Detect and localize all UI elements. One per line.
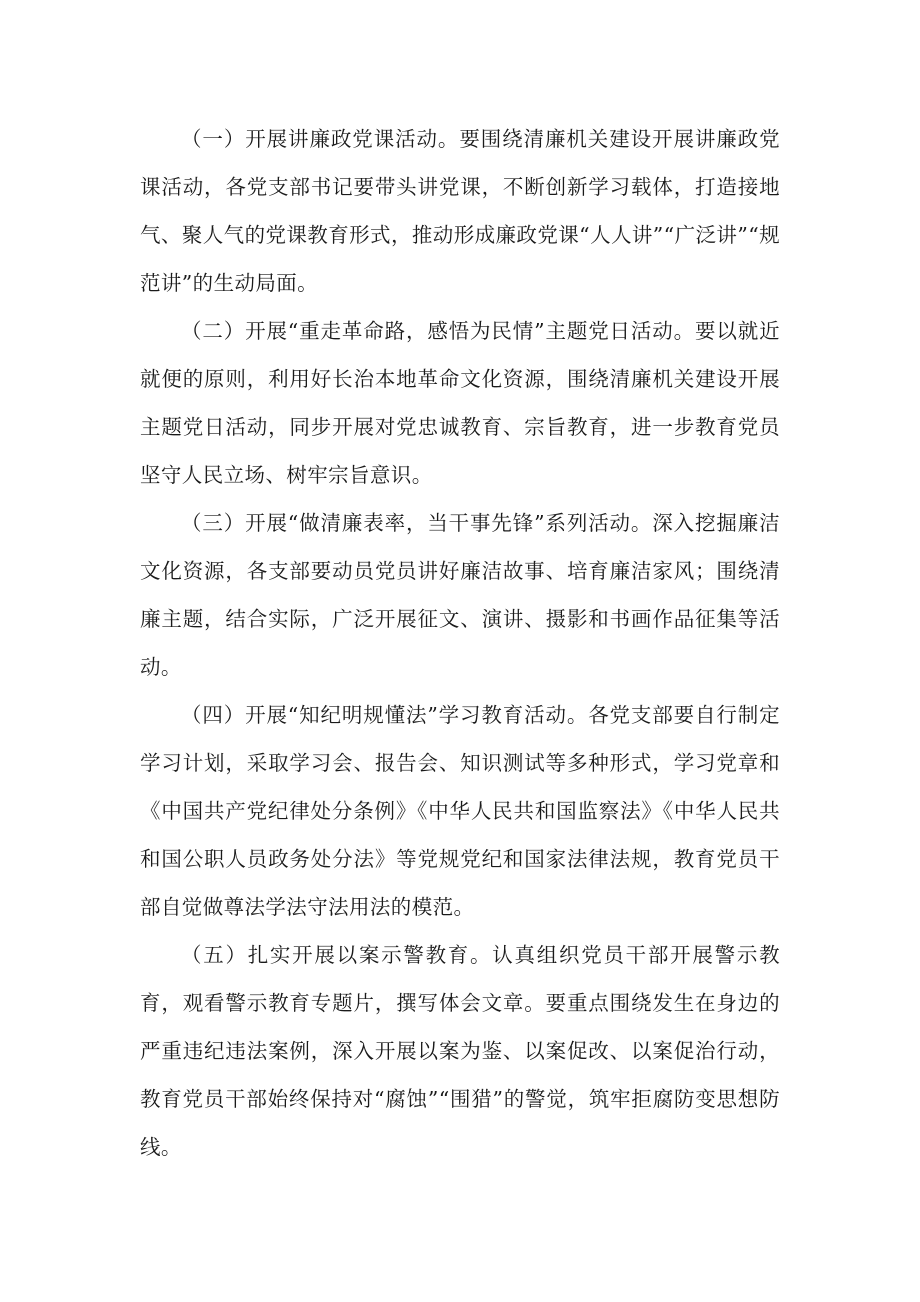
paragraph-lecture-activity: （一）开展讲廉政党课活动。要围绕清廉机关建设开展讲廉政党课活动，各党支部书记要带头讲党课，不断创新学习载体，打造接地气、聚人气的党课教育形式，推动形成廉政党课“人人讲”“广泛讲”“规范讲”的生动局面。: [140, 127, 780, 295]
document-body: [140, 115, 780, 1171]
paragraph-integrity-model-activity: （三）开展“做清廉表率，当干事先锋”系列活动。深入挖掘廉洁文化资源，各支部要动员党员讲好廉洁故事、培育廉洁家风；围绕清廉主题，结合实际，广泛开展征文、演讲、摄影和书画作品征集等活动。: [140, 511, 780, 679]
paragraph-warning-education: （五）扎实开展以案示警教育。认真组织党员干部开展警示教育，观看警示教育专题片，撰写体会文章。要重点围绕发生在身边的严重违纪违法案例，深入开展以案为鉴、以案促改、以案促治行动，教育党员干部始终保持对“腐蚀”“围猎”的警觉，筑牢拒腐防变思想防线。: [140, 943, 780, 1159]
paragraph-discipline-study-activity: （四）开展“知纪明规懂法”学习教育活动。各党支部要自行制定学习计划，采取学习会、报告会、知识测试等多种形式，学习党章和《中国共产党纪律处分条例》《中华人民共和国监察法》《中华人民共和国公职人员政务处分法》等党规党纪和国家法律法规，教育党员干部自觉做尊法学法守法用法的模范。: [140, 703, 780, 919]
paragraph-party-day-activity: （二）开展“重走革命路，感悟为民情”主题党日活动。要以就近就便的原则，利用好长治本地革命文化资源，围绕清廉机关建设开展主题党日活动，同步开展对党忠诚教育、宗旨教育，进一步教育党员坚守人民立场、树牢宗旨意识。: [140, 319, 780, 487]
